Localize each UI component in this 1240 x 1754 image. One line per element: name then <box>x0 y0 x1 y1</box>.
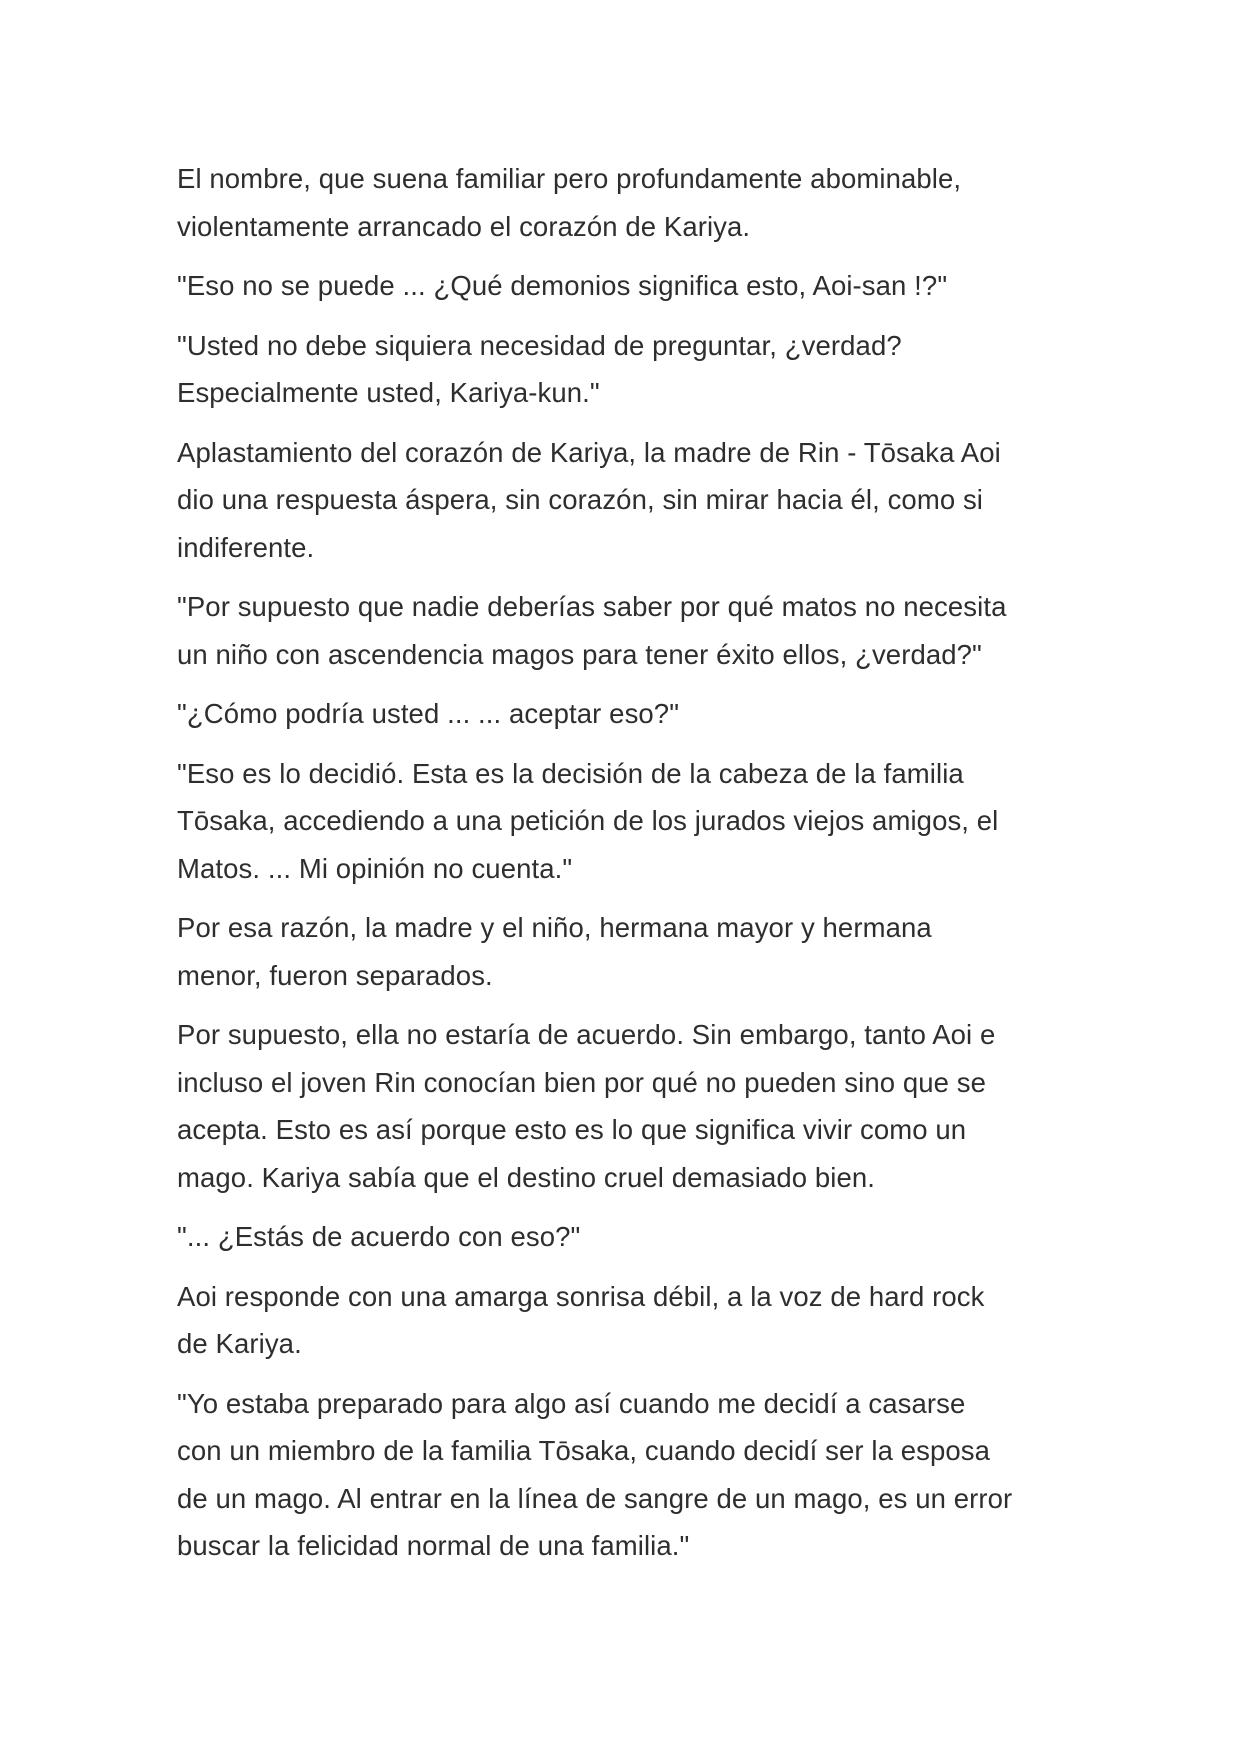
text-line: de un mago. Al entrar en la línea de sangre de un mago, es un error <box>177 1482 1013 1514</box>
paragraph-4 <box>177 429 1077 572</box>
text-line: "Eso no se puede ... ¿Qué demonios significa esto, Aoi-san !?" <box>177 270 948 301</box>
text-line: Aoi responde con una amarga sonrisa débil, a la voz de hard rock <box>177 1280 985 1312</box>
text-line: violentamente arrancado el corazón de Kariya. <box>177 210 751 242</box>
paragraph-6 <box>177 690 1077 738</box>
paragraph-8 <box>177 904 1077 999</box>
paragraph-2 <box>177 262 1077 310</box>
paragraph-12 <box>177 1380 1077 1570</box>
paragraph-11 <box>177 1273 1077 1368</box>
paragraph-5 <box>177 583 1077 678</box>
text-line: buscar la felicidad normal de una familia." <box>177 1530 690 1561</box>
text-line: acepta. Esto es así porque esto es lo que significa vivir como un <box>177 1114 967 1145</box>
text-line: Especialmente usted, Kariya-kun." <box>177 377 600 408</box>
text-line: Tōsaka, accediendo a una petición de los jurados viejos amigos, el <box>177 805 999 836</box>
paragraph-10 <box>177 1213 1077 1261</box>
text-line: "¿Cómo podría usted ... ... aceptar eso?" <box>177 698 680 729</box>
paragraph-3 <box>177 322 1077 417</box>
text-line: incluso el joven Rin conocían bien por qué no pueden sino que se <box>177 1066 987 1098</box>
body-text <box>177 155 1077 1582</box>
text-line: "Usted no debe siquiera necesidad de preguntar, ¿verdad? <box>177 329 902 361</box>
text-line: indiferente. <box>177 531 315 563</box>
text-line: "... ¿Estás de acuerdo con eso?" <box>177 1221 581 1252</box>
text-line: Matos. ... Mi opinión no cuenta." <box>177 852 573 884</box>
text-line: con un miembro de la familia Tōsaka, cuando decidí ser la esposa <box>177 1435 991 1466</box>
text-line: "Por supuesto que nadie deberías saber por qué matos no necesita <box>177 591 1007 622</box>
text-line: menor, fueron separados. <box>177 959 493 991</box>
text-line: un niño con ascendencia magos para tener éxito ellos, ¿verdad?" <box>177 638 982 670</box>
text-line: mago. Kariya sabía que el destino cruel demasiado bien. <box>177 1161 876 1193</box>
text-line: Por esa razón, la madre y el niño, hermana mayor y hermana <box>177 912 932 943</box>
text-line: de Kariya. <box>177 1328 302 1359</box>
text-line: "Eso es lo decidió. Esta es la decisión de la cabeza de la familia <box>177 757 964 789</box>
paragraph-9 <box>177 1011 1077 1201</box>
text-line: Aplastamiento del corazón de Kariya, la madre de Rin - Tōsaka Aoi <box>177 436 1001 468</box>
text-line: Por supuesto, ella no estaría de acuerdo. Sin embargo, tanto Aoi e <box>177 1019 996 1050</box>
text-line: "Yo estaba preparado para algo así cuando me decidí a casarse <box>177 1387 966 1419</box>
paragraph-7 <box>177 750 1077 893</box>
text-line: El nombre, que suena familiar pero profundamente abominable, <box>177 163 962 194</box>
text-line: dio una respuesta áspera, sin corazón, sin mirar hacia él, como si <box>177 484 984 515</box>
paragraph-1 <box>177 155 1077 250</box>
